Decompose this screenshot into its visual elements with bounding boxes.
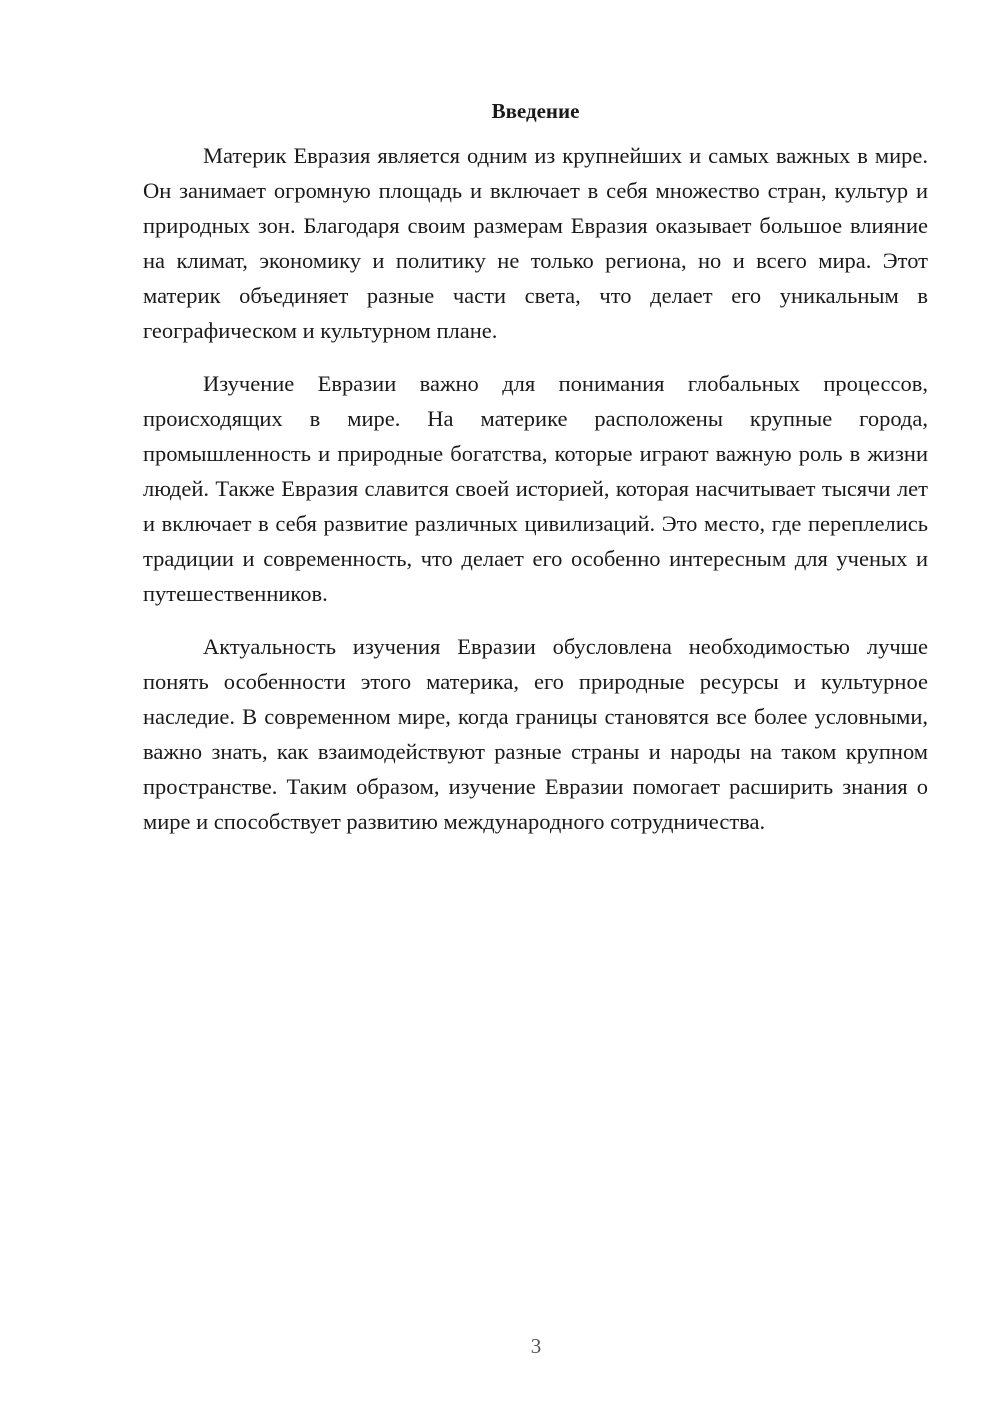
paragraph-1: Материк Евразия является одним из крупнейших и самых важных в мире. Он занимает огромную площадь и включает в себя множество стран, культур и природных зон. Благодаря своим размерам Евразия оказывает большое влияние на климат, экономику и политику не только региона, но и всего мира. Этот материк объединяет разные части света, что делает его уникальным в географическом и культурном плане.: [143, 143, 928, 343]
paragraph-2: Изучение Евразии важно для понимания глобальных процессов, происходящих в мире. На материке расположены крупные города, промышленность и природные богатства, которые играют важную роль в жизни людей. Также Евразия славится своей историей, которая насчитывает тысячи лет и включает в себя развитие различных цивилизаций. Это место, где переплелись традиции и современность, что делает его особенно интересным для ученых и путешественников.: [143, 371, 928, 606]
page-content: [143, 96, 928, 857]
paragraph-3: Актуальность изучения Евразии обусловлена необходимостью лучше понять особенности этого материка, его природные ресурсы и культурное наследие. В современном мире, когда границы становятся все более условными, важно знать, как взаимодействуют разные страны и народы на таком крупном пространстве. Таким образом, изучение Евразии помогает расширить знания о мире и способствует развитию международного сотрудничества.: [143, 634, 928, 834]
page-number: 3: [530, 1334, 542, 1358]
section-title: Введение: [491, 99, 580, 123]
